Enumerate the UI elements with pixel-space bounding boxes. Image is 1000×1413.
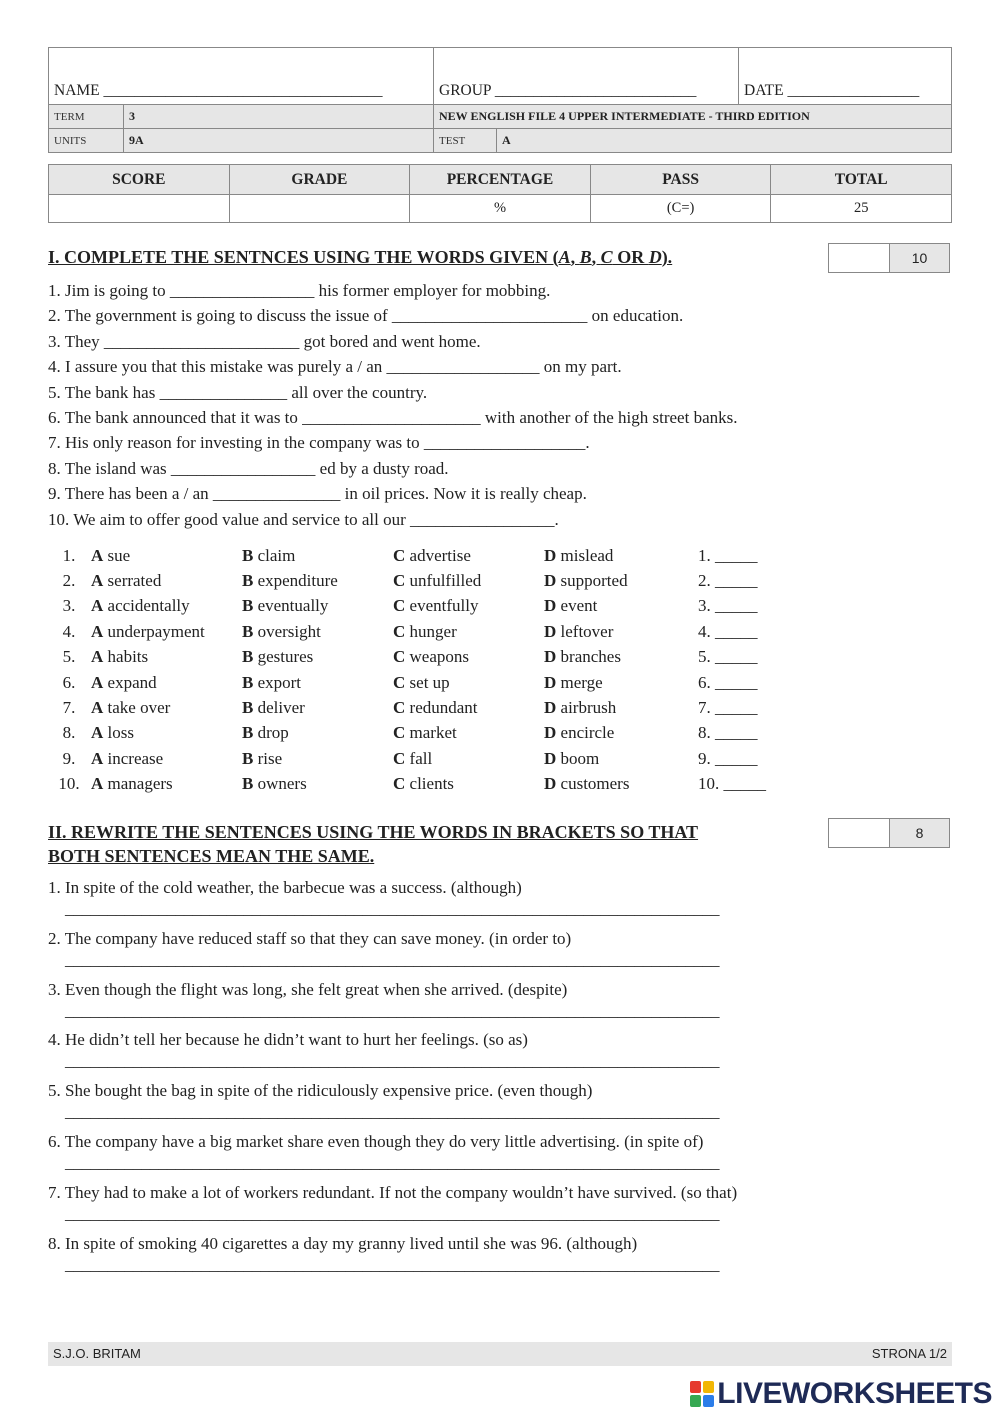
logo-square bbox=[703, 1395, 714, 1407]
logo-square bbox=[690, 1381, 701, 1393]
option-letter: B bbox=[242, 672, 254, 692]
sentence: 1. Jim is going to _________________ his former employer for mobbing. bbox=[48, 281, 551, 300]
answer-blank[interactable]: 1. _____ bbox=[698, 545, 758, 565]
option-b[interactable] bbox=[242, 619, 393, 644]
option-a[interactable] bbox=[90, 619, 242, 644]
rewrite-prompt: 7. They had to make a lot of workers redundant. If not the company wouldn’t have survived. (so that) bbox=[48, 1182, 738, 1202]
option-c[interactable] bbox=[393, 772, 544, 797]
option-letter: D bbox=[544, 774, 557, 794]
option-b[interactable] bbox=[242, 543, 393, 568]
logo-mark-icon bbox=[690, 1381, 714, 1407]
units-value: 9A bbox=[124, 129, 434, 153]
rewrite-prompt: 8. In spite of smoking 40 cigarettes a day my granny lived until she was 96. (although) bbox=[48, 1233, 638, 1253]
option-word: mislead bbox=[560, 545, 614, 565]
option-letter: A bbox=[91, 621, 104, 641]
sentence: 2. The government is going to discuss the issue of _______________________ on education. bbox=[48, 306, 684, 326]
option-letter: C bbox=[393, 647, 406, 667]
option-c[interactable] bbox=[393, 543, 544, 568]
rewrite-prompt: 1. In spite of the cold weather, the barbecue was a success. (although) bbox=[48, 878, 522, 897]
logo-square bbox=[690, 1395, 701, 1407]
pass-value: (C=) bbox=[590, 195, 771, 223]
option-word: rise bbox=[257, 748, 283, 768]
option-letter: B bbox=[242, 647, 254, 667]
rewrite-prompt: 5. She bought the bag in spite of the ridiculously expensive price. (even though) bbox=[48, 1081, 593, 1101]
name-field[interactable]: NAME ____________________________________ bbox=[49, 48, 434, 105]
option-letter: C bbox=[393, 596, 406, 616]
section2-items bbox=[48, 878, 868, 1298]
score-value[interactable] bbox=[49, 195, 230, 223]
sentence: 10. We aim to offer good value and service to all our _________________. bbox=[48, 509, 559, 529]
group-field[interactable]: GROUP __________________________ bbox=[434, 48, 739, 105]
grade-header: GRADE bbox=[229, 165, 410, 195]
sentence: 9. There has been a / an _______________ in oil prices. Now it is really cheap. bbox=[48, 484, 587, 504]
option-row bbox=[48, 619, 808, 644]
option-letter: A bbox=[91, 748, 104, 768]
option-c[interactable] bbox=[393, 568, 544, 593]
option-b[interactable] bbox=[242, 645, 393, 670]
option-c[interactable] bbox=[393, 746, 544, 771]
answer-blank[interactable]: 2. _____ bbox=[698, 571, 758, 591]
option-row bbox=[48, 695, 808, 720]
option-letter: A bbox=[91, 545, 104, 565]
option-letter: B bbox=[242, 774, 254, 794]
option-letter: D bbox=[544, 621, 557, 641]
option-letter: A bbox=[91, 723, 104, 743]
option-d[interactable] bbox=[544, 594, 698, 619]
option-c[interactable] bbox=[393, 619, 544, 644]
option-word: event bbox=[560, 596, 598, 616]
option-letter: A bbox=[91, 698, 104, 718]
rewrite-prompt: 6. The company have a big market share even though they do very little advertising. (in spite of) bbox=[48, 1132, 704, 1151]
option-letter: C bbox=[393, 698, 406, 718]
option-letter: C bbox=[393, 723, 406, 743]
rewrite-prompt: 3. Even though the flight was long, she felt great when she arrived. (despite) bbox=[48, 979, 568, 999]
option-word: expenditure bbox=[257, 571, 338, 591]
percentage-value: % bbox=[410, 195, 591, 223]
option-d[interactable] bbox=[544, 568, 698, 593]
option-row bbox=[48, 543, 808, 568]
sentence: 6. The bank announced that it was to _____________________ with another of the high street banks. bbox=[48, 408, 738, 428]
option-a[interactable] bbox=[90, 772, 242, 797]
sentence: 8. The island was _________________ ed by a dusty road. bbox=[48, 458, 449, 478]
option-number: 6. bbox=[62, 672, 76, 692]
option-word: customers bbox=[560, 774, 630, 794]
option-number: 1. bbox=[62, 545, 76, 565]
option-letter: B bbox=[242, 748, 254, 768]
option-letter: D bbox=[544, 596, 557, 616]
option-letter: A bbox=[91, 647, 104, 667]
option-letter: D bbox=[544, 647, 557, 667]
answer-blank[interactable]: 6. _____ bbox=[698, 672, 758, 692]
section2-score-input[interactable] bbox=[829, 819, 890, 847]
option-c[interactable] bbox=[393, 721, 544, 746]
sentence: 3. They _______________________ got bored and went home. bbox=[48, 331, 481, 351]
option-word: eventually bbox=[257, 596, 329, 616]
section1-title: I. COMPLETE THE SENTNCES USING THE WORDS GIVEN (A, B, C OR D). bbox=[48, 247, 673, 267]
option-word: expand bbox=[107, 672, 157, 692]
option-word: accidentally bbox=[107, 596, 190, 616]
course-title: NEW ENGLISH FILE 4 UPPER INTERMEDIATE - THIRD EDITION bbox=[434, 105, 952, 129]
percentage-header: PERCENTAGE bbox=[410, 165, 591, 195]
section2-points-box bbox=[828, 818, 950, 848]
option-word: take over bbox=[107, 698, 171, 718]
option-word: sue bbox=[107, 545, 131, 565]
option-word: claim bbox=[257, 545, 296, 565]
header-table bbox=[48, 47, 952, 153]
term-value: 3 bbox=[124, 105, 434, 129]
page-footer bbox=[48, 1342, 952, 1366]
answer-blank[interactable]: 5. _____ bbox=[698, 647, 758, 667]
option-word: hunger bbox=[409, 621, 457, 641]
test-label: TEST bbox=[434, 129, 497, 153]
option-letter: C bbox=[393, 571, 406, 591]
section2-points: 8 bbox=[890, 819, 949, 847]
option-word: redundant bbox=[409, 698, 478, 718]
option-d[interactable] bbox=[544, 746, 698, 771]
option-letter: A bbox=[91, 571, 104, 591]
answer-blank[interactable]: 10. _____ bbox=[698, 774, 766, 794]
option-row bbox=[48, 670, 808, 695]
option-word: merge bbox=[560, 672, 603, 692]
option-letter: D bbox=[544, 698, 557, 718]
option-d[interactable] bbox=[544, 619, 698, 644]
option-d[interactable] bbox=[544, 721, 698, 746]
answer-line[interactable]: _____________________________________________________________________________ bbox=[65, 1153, 720, 1172]
answer-blank[interactable]: 4. _____ bbox=[698, 621, 758, 641]
option-row bbox=[48, 746, 808, 771]
option-a[interactable] bbox=[90, 670, 242, 695]
option-word: increase bbox=[107, 748, 164, 768]
option-a[interactable] bbox=[90, 721, 242, 746]
option-letter: D bbox=[544, 748, 557, 768]
score-table bbox=[48, 164, 952, 223]
option-number: 4. bbox=[62, 621, 76, 641]
option-row bbox=[48, 772, 808, 797]
liveworksheets-logo bbox=[690, 1376, 992, 1412]
option-word: weapons bbox=[409, 647, 470, 667]
option-d[interactable] bbox=[544, 670, 698, 695]
option-letter: D bbox=[544, 545, 557, 565]
option-word: serrated bbox=[107, 571, 162, 591]
option-number: 8. bbox=[62, 723, 76, 743]
total-value: 25 bbox=[771, 195, 952, 223]
option-b[interactable] bbox=[242, 670, 393, 695]
option-c[interactable] bbox=[393, 594, 544, 619]
option-number: 7. bbox=[62, 698, 76, 718]
option-letter: B bbox=[242, 621, 254, 641]
section2-title: II. REWRITE THE SENTENCES USING THE WORDS IN BRACKETS SO THAT BOTH SENTENCES MEAN THE SAME. bbox=[48, 822, 699, 866]
option-letter: B bbox=[242, 571, 254, 591]
date-field[interactable]: DATE _________________ bbox=[739, 48, 952, 105]
footer-page-number: STRONA 1/2 bbox=[871, 1346, 947, 1361]
option-word: set up bbox=[409, 672, 450, 692]
section1-points-box bbox=[828, 243, 950, 273]
rewrite-prompt: 4. He didn’t tell her because he didn’t want to hurt her feelings. (so as) bbox=[48, 1030, 528, 1050]
option-a[interactable] bbox=[90, 645, 242, 670]
option-letter: C bbox=[393, 545, 406, 565]
section1-sentences bbox=[48, 278, 737, 532]
sentence: 5. The bank has _______________ all over the country. bbox=[48, 382, 428, 402]
option-number: 9. bbox=[62, 748, 76, 768]
option-word: unfulfilled bbox=[409, 571, 482, 591]
option-word: boom bbox=[560, 748, 600, 768]
grade-value[interactable] bbox=[229, 195, 410, 223]
option-b[interactable] bbox=[242, 721, 393, 746]
option-word: export bbox=[257, 672, 302, 692]
option-b[interactable] bbox=[242, 695, 393, 720]
option-d[interactable] bbox=[544, 695, 698, 720]
option-word: drop bbox=[257, 723, 289, 743]
option-c[interactable] bbox=[393, 645, 544, 670]
option-word: supported bbox=[560, 571, 628, 591]
options-table bbox=[48, 543, 808, 797]
option-letter: B bbox=[242, 596, 254, 616]
answer-line[interactable]: _____________________________________________________________________________ bbox=[65, 1051, 720, 1071]
option-b[interactable] bbox=[242, 568, 393, 593]
rewrite-prompt: 2. The company have reduced staff so that they can save money. (in order to) bbox=[48, 928, 572, 948]
option-a[interactable] bbox=[90, 746, 242, 771]
option-letter: A bbox=[91, 672, 104, 692]
option-d[interactable] bbox=[544, 772, 698, 797]
option-a[interactable] bbox=[90, 568, 242, 593]
option-word: leftover bbox=[560, 621, 614, 641]
option-letter: B bbox=[242, 698, 254, 718]
option-word: loss bbox=[107, 723, 134, 743]
option-letter: C bbox=[393, 748, 406, 768]
option-letter: A bbox=[91, 596, 104, 616]
option-letter: B bbox=[242, 545, 254, 565]
answer-line[interactable]: _____________________________________________________________________________ bbox=[65, 949, 720, 969]
option-word: oversight bbox=[257, 621, 321, 641]
answer-line[interactable]: _____________________________________________________________________________ bbox=[65, 899, 720, 918]
option-word: clients bbox=[409, 774, 454, 794]
answer-line[interactable]: _____________________________________________________________________________ bbox=[65, 1000, 720, 1020]
logo-text: LIVEWORKSHEETS bbox=[717, 1377, 992, 1410]
footer-school: S.J.O. BRITAM bbox=[53, 1346, 141, 1361]
section1-score-input[interactable] bbox=[829, 244, 890, 272]
answer-blank[interactable]: 8. _____ bbox=[698, 723, 758, 743]
option-row bbox=[48, 568, 808, 593]
option-a[interactable] bbox=[90, 543, 242, 568]
option-b[interactable] bbox=[242, 746, 393, 771]
option-word: eventfully bbox=[409, 596, 479, 616]
option-letter: B bbox=[242, 723, 254, 743]
option-word: deliver bbox=[257, 698, 305, 718]
logo-square bbox=[703, 1381, 714, 1393]
option-b[interactable] bbox=[242, 594, 393, 619]
option-letter: C bbox=[393, 672, 406, 692]
option-word: advertise bbox=[409, 545, 471, 565]
option-word: managers bbox=[107, 774, 173, 794]
option-word: encircle bbox=[560, 723, 615, 743]
option-number: 10. bbox=[58, 774, 80, 794]
option-letter: D bbox=[544, 672, 557, 692]
option-word: owners bbox=[257, 774, 307, 794]
sentence: 7. His only reason for investing in the company was to ___________________. bbox=[48, 433, 590, 453]
option-letter: A bbox=[91, 774, 104, 794]
option-c[interactable] bbox=[393, 670, 544, 695]
option-c[interactable] bbox=[393, 695, 544, 720]
term-label: TERM bbox=[49, 105, 124, 129]
option-word: gestures bbox=[257, 647, 314, 667]
option-row bbox=[48, 721, 808, 746]
option-word: underpayment bbox=[107, 621, 205, 641]
option-row bbox=[48, 594, 808, 619]
answer-blank[interactable]: 7. _____ bbox=[698, 698, 758, 718]
sentence: 4. I assure you that this mistake was purely a / an __________________ on my part. bbox=[48, 357, 622, 377]
option-row bbox=[48, 645, 808, 670]
option-letter: C bbox=[393, 774, 406, 794]
units-label: UNITS bbox=[49, 129, 124, 153]
option-word: airbrush bbox=[560, 698, 617, 718]
answer-line[interactable]: _____________________________________________________________________________ bbox=[65, 1102, 720, 1122]
total-header: TOTAL bbox=[771, 165, 952, 195]
option-a[interactable] bbox=[90, 594, 242, 619]
option-number: 2. bbox=[62, 571, 76, 591]
option-letter: D bbox=[544, 723, 557, 743]
option-letter: C bbox=[393, 621, 406, 641]
test-value: A bbox=[497, 129, 952, 153]
answer-blank[interactable]: 3. _____ bbox=[698, 596, 758, 616]
option-word: market bbox=[409, 723, 457, 743]
answer-line[interactable]: _____________________________________________________________________________ bbox=[65, 1254, 720, 1274]
answer-blank[interactable]: 9. _____ bbox=[698, 748, 758, 768]
score-header: SCORE bbox=[49, 165, 230, 195]
option-letter: D bbox=[544, 571, 557, 591]
option-d[interactable] bbox=[544, 543, 698, 568]
option-word: habits bbox=[107, 647, 149, 667]
section1-points: 10 bbox=[890, 244, 949, 272]
answer-line[interactable]: _____________________________________________________________________________ bbox=[65, 1203, 720, 1223]
option-number: 5. bbox=[62, 647, 76, 667]
pass-header: PASS bbox=[590, 165, 771, 195]
option-d[interactable] bbox=[544, 645, 698, 670]
option-number: 3. bbox=[62, 596, 76, 616]
option-word: fall bbox=[409, 748, 433, 768]
option-b[interactable] bbox=[242, 772, 393, 797]
option-word: branches bbox=[560, 647, 621, 667]
option-a[interactable] bbox=[90, 695, 242, 720]
